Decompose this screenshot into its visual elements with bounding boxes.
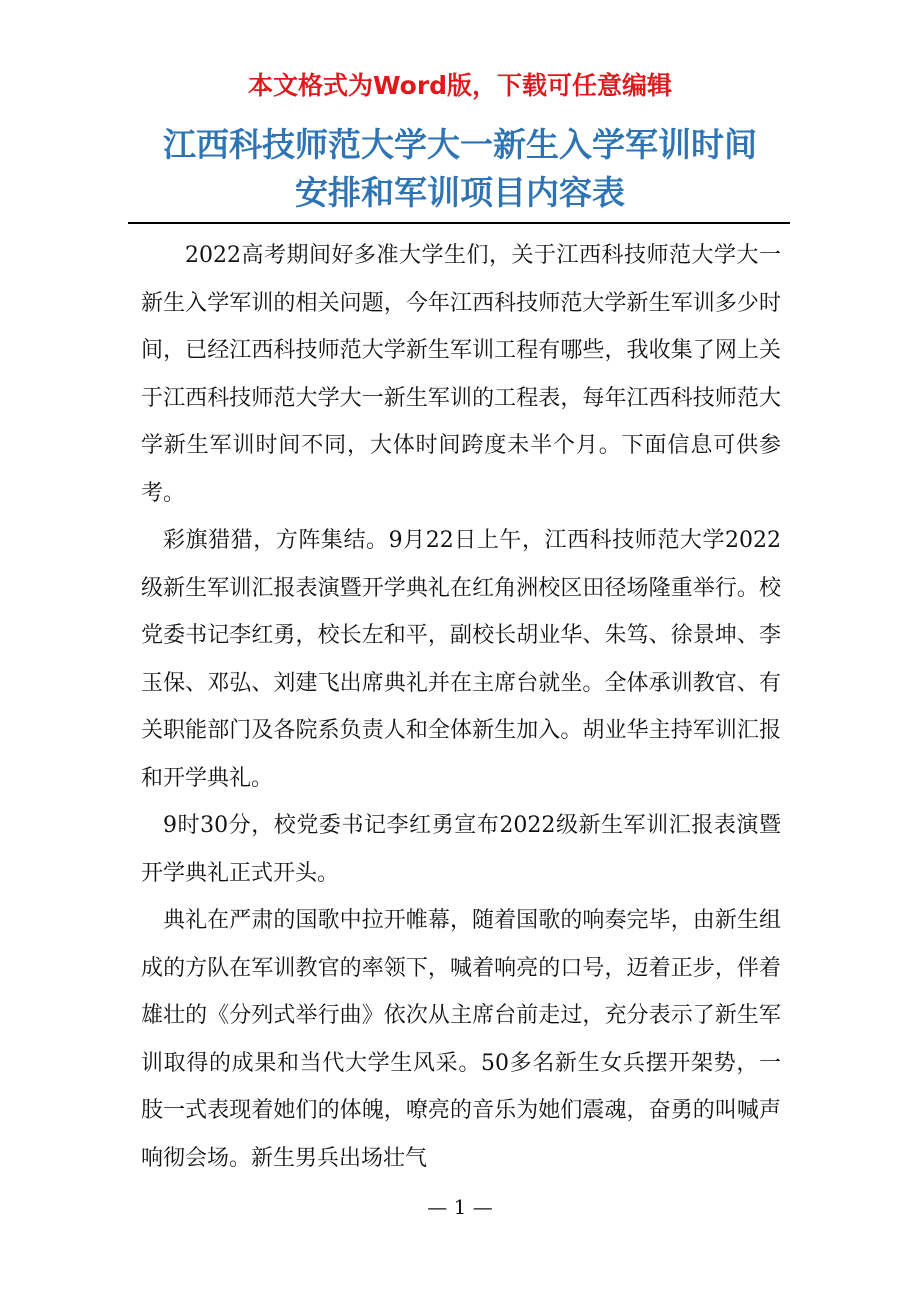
document-title-line-1: 江西科技师范大学大一新生入学军训时间 <box>163 125 757 164</box>
paragraph-start: 9时30分，校党委书记李红勇宣布2022级新生军训汇报表演暨开学典礼正式开头。 <box>141 813 781 886</box>
paragraph-intro: 2022高考期间好多准大学生们，关于江西科技师范大学大一新生入学军训的相关问题，今年江西科技师范大学新生军训多少时间，已经江西科技师范大学新生军训工程有哪些，我收集了网上关于江西科技师范大学大一新生军训的工程表，每年江西科技师范大学新生军训时间不同，大体时间跨度未半个月。下面信息可供参考。 <box>141 243 781 506</box>
title-divider <box>128 222 790 224</box>
format-banner: 本文格式为Word版，下载可任意编辑 <box>247 71 673 100</box>
paragraph-parade: 典礼在严肃的国歌中拉开帷幕，随着国歌的响奏完毕，由新生组成的方队在军训教官的率领下，喊着响亮的口号，迈着正步，伴着雄壮的《分列式举行曲》依次从主席台前走过，充分表示了新生军训取得的成果和当代大学生风采。50多名新生女兵摆开架势，一肢一式表现着她们的体魄，嘹亮的音乐为她们震魂，奋勇的叫喊声响彻会场。新生男兵出场壮气 <box>141 908 781 1171</box>
document-title-line-2: 安排和军训项目内容表 <box>295 173 625 212</box>
page-number: — 1 — <box>427 1195 493 1219</box>
document-body <box>141 232 781 1182</box>
paragraph-ceremony: 彩旗猎猎，方阵集结。9月22日上午，江西科技师范大学2022级新生军训汇报表演暨开学典礼在红角洲校区田径场隆重举行。校党委书记李红勇，校长左和平，副校长胡业华、朱笃、徐景坤、李玉保、邓弘、刘建飞出席典礼并在主席台就坐。全体承训教官、有关职能部门及各院系负责人和全体新生加入。胡业华主持军训汇报和开学典礼。 <box>141 528 781 791</box>
